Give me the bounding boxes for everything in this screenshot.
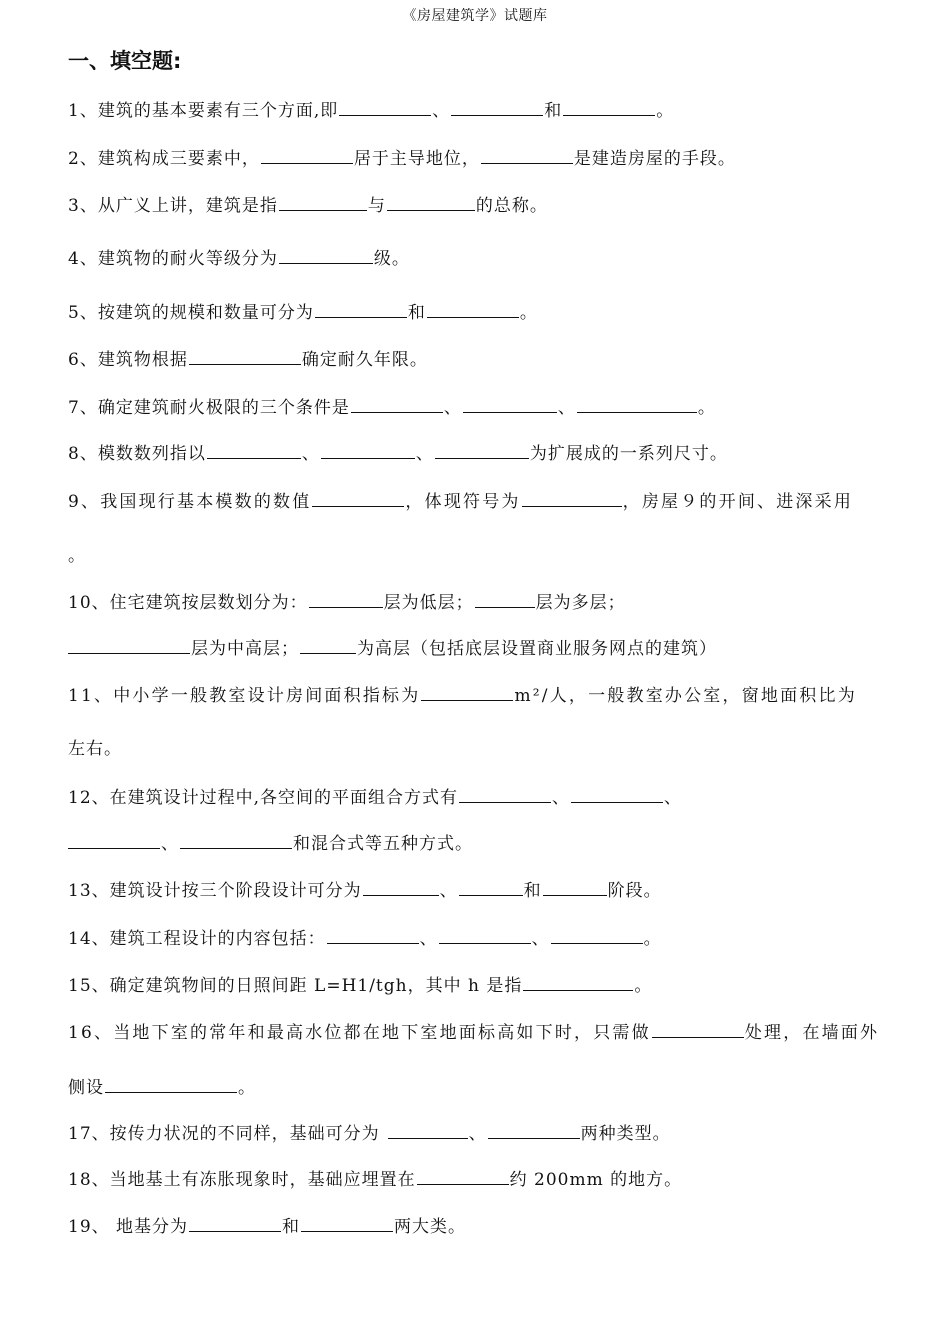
question-text: 13、建筑设计按三个阶段设计可分为 bbox=[68, 881, 362, 901]
question-text: 左右。 bbox=[68, 739, 122, 759]
answer-blank[interactable] bbox=[543, 879, 607, 896]
question-text: 、 bbox=[161, 834, 179, 854]
answer-blank[interactable] bbox=[652, 1021, 744, 1038]
question-text: 。 bbox=[643, 929, 662, 949]
answer-blank[interactable] bbox=[309, 591, 383, 608]
answer-blank[interactable] bbox=[459, 879, 523, 896]
answer-blank[interactable] bbox=[481, 147, 573, 164]
question-text: 为扩展成的一系列尺寸。 bbox=[529, 444, 728, 464]
question-text: 的总称。 bbox=[475, 196, 548, 216]
answer-blank[interactable] bbox=[279, 194, 367, 211]
answer-blank[interactable] bbox=[300, 637, 356, 654]
question-text: 8、模数数列指以 bbox=[68, 444, 206, 464]
question-text: 阶段。 bbox=[607, 881, 662, 901]
question-text: 、 bbox=[552, 788, 571, 808]
question-16-cont bbox=[68, 1076, 884, 1099]
question-text: 层为中高层； bbox=[191, 639, 299, 659]
section-title: 一、填空题: bbox=[68, 49, 182, 73]
question-text: 4、建筑物的耐火等级分为 bbox=[68, 249, 278, 269]
page-header: 《房屋建筑学》试题库 bbox=[402, 8, 548, 24]
question-11-cont bbox=[68, 738, 884, 760]
question-text: 层为低层； bbox=[383, 593, 474, 613]
question-text: 层为多层； bbox=[535, 593, 626, 613]
question-text: 11、中小学一般教室设计房间面积指标为 bbox=[68, 686, 421, 706]
question-text: 。 bbox=[634, 976, 653, 996]
answer-blank[interactable] bbox=[339, 99, 431, 116]
question-13 bbox=[68, 879, 884, 902]
question-text: 。 bbox=[68, 546, 86, 566]
answer-blank[interactable] bbox=[68, 832, 160, 849]
question-text: m²/人，一般教室办公室，窗地面积比为 bbox=[514, 686, 857, 706]
question-text: 3、从广义上讲，建筑是指 bbox=[68, 196, 278, 216]
question-18 bbox=[68, 1168, 884, 1191]
question-text: 12、在建筑设计过程中,各空间的平面组合方式有 bbox=[68, 788, 459, 808]
answer-blank[interactable] bbox=[327, 927, 419, 944]
question-text: 5、按建筑的规模和数量可分为 bbox=[68, 303, 314, 323]
answer-blank[interactable] bbox=[551, 927, 643, 944]
question-text: 、 bbox=[443, 398, 462, 418]
question-text: 7、确定建筑耐火极限的三个条件是 bbox=[68, 398, 350, 418]
question-9 bbox=[68, 490, 884, 513]
question-15 bbox=[68, 974, 884, 997]
answer-blank[interactable] bbox=[421, 684, 513, 701]
answer-blank[interactable] bbox=[417, 1168, 509, 1185]
question-text: 处理，在墙面外 bbox=[744, 1023, 880, 1043]
question-text: 18、当地基土有冻胀现象时，基础应埋置在 bbox=[68, 1170, 416, 1190]
question-2 bbox=[68, 147, 884, 170]
answer-blank[interactable] bbox=[571, 786, 663, 803]
question-text: 与 bbox=[367, 196, 386, 216]
answer-blank[interactable] bbox=[261, 147, 353, 164]
answer-blank[interactable] bbox=[363, 879, 439, 896]
question-text: ，体现符号为 bbox=[405, 492, 521, 512]
question-text: 6、建筑物根据 bbox=[68, 350, 188, 370]
question-text: 、 bbox=[432, 101, 451, 121]
answer-blank[interactable] bbox=[522, 490, 622, 507]
question-text: 、 bbox=[557, 398, 576, 418]
answer-blank[interactable] bbox=[180, 832, 292, 849]
question-text: 9、我国现行基本模数的数值 bbox=[68, 492, 312, 512]
question-4 bbox=[68, 247, 884, 270]
question-text: 确定耐久年限。 bbox=[301, 350, 428, 370]
question-14 bbox=[68, 927, 884, 950]
question-text: 约 200mm 的地方。 bbox=[509, 1170, 683, 1190]
question-12 bbox=[68, 786, 884, 809]
question-text: 、 bbox=[664, 788, 683, 808]
answer-blank[interactable] bbox=[451, 99, 543, 116]
answer-blank[interactable] bbox=[351, 396, 443, 413]
question-text: 、 bbox=[439, 881, 458, 901]
answer-blank[interactable] bbox=[279, 247, 373, 264]
answer-blank[interactable] bbox=[68, 637, 190, 654]
answer-blank[interactable] bbox=[463, 396, 557, 413]
question-1 bbox=[68, 99, 884, 122]
question-text: 。 bbox=[656, 101, 675, 121]
answer-blank[interactable] bbox=[475, 591, 535, 608]
question-text: 15、确定建筑物间的日照间距 L=H1/tgh，其中 h 是指 bbox=[68, 976, 523, 996]
answer-blank[interactable] bbox=[435, 442, 529, 459]
question-text: 两大类。 bbox=[394, 1217, 467, 1237]
question-19 bbox=[68, 1215, 884, 1238]
question-text: 19、 地基分为 bbox=[68, 1217, 189, 1237]
question-text: 和混合式等五种方式。 bbox=[293, 834, 473, 854]
question-text: 、 bbox=[531, 929, 550, 949]
answer-blank[interactable] bbox=[105, 1076, 237, 1093]
answer-blank[interactable] bbox=[488, 1122, 580, 1139]
answer-blank[interactable] bbox=[315, 301, 407, 318]
question-5 bbox=[68, 301, 884, 324]
question-text: 、 bbox=[301, 444, 320, 464]
question-12-cont bbox=[68, 832, 884, 855]
answer-blank[interactable] bbox=[427, 301, 519, 318]
question-text: 、 bbox=[415, 444, 434, 464]
answer-blank[interactable] bbox=[189, 348, 301, 365]
question-3 bbox=[68, 194, 884, 217]
answer-blank[interactable] bbox=[459, 786, 551, 803]
answer-blank[interactable] bbox=[563, 99, 655, 116]
question-10-cont bbox=[68, 637, 884, 660]
answer-blank[interactable] bbox=[321, 442, 415, 459]
answer-blank[interactable] bbox=[301, 1215, 393, 1232]
answer-blank[interactable] bbox=[189, 1215, 281, 1232]
question-text: 是建造房屋的手段。 bbox=[573, 149, 736, 169]
question-text: 两种类型。 bbox=[580, 1124, 671, 1144]
question-text: 居于主导地位， bbox=[353, 149, 480, 169]
answer-blank[interactable] bbox=[387, 194, 475, 211]
question-text: 14、建筑工程设计的内容包括： bbox=[68, 929, 326, 949]
answer-blank[interactable] bbox=[439, 927, 531, 944]
answer-blank[interactable] bbox=[523, 974, 633, 991]
answer-blank[interactable] bbox=[207, 442, 301, 459]
question-9-cont bbox=[68, 545, 884, 567]
answer-blank[interactable] bbox=[312, 490, 404, 507]
answer-blank[interactable] bbox=[388, 1122, 468, 1139]
question-10 bbox=[68, 591, 884, 614]
question-text: 17、按传力状况的不同样，基础可分为 bbox=[68, 1124, 380, 1144]
question-text: 侧设 bbox=[68, 1078, 104, 1098]
answer-blank[interactable] bbox=[577, 396, 697, 413]
question-text: 16、当地下室的常年和最高水位都在地下室地面标高如下时，只需做 bbox=[68, 1023, 651, 1043]
question-text: 和 bbox=[407, 303, 426, 323]
question-text: 级。 bbox=[373, 249, 410, 269]
question-text: 和 bbox=[544, 101, 563, 121]
question-text: 2、建筑构成三要素中， bbox=[68, 149, 260, 169]
question-11 bbox=[68, 684, 884, 707]
question-text: 。 bbox=[697, 398, 716, 418]
question-8 bbox=[68, 442, 884, 465]
question-text: 1、建筑的基本要素有三个方面,即 bbox=[68, 101, 339, 121]
question-7 bbox=[68, 396, 884, 419]
question-text: 10、住宅建筑按层数划分为： bbox=[68, 593, 308, 613]
question-text: 。 bbox=[519, 303, 538, 323]
question-text: 。 bbox=[238, 1078, 256, 1098]
question-text: ，房屋９的开间、进深采用 bbox=[622, 492, 854, 512]
question-text: 和 bbox=[282, 1217, 301, 1237]
question-17 bbox=[68, 1122, 884, 1145]
question-text: 为高层（包括底层设置商业服务网点的建筑） bbox=[357, 639, 717, 659]
question-16 bbox=[68, 1021, 884, 1044]
question-text: 、 bbox=[468, 1124, 487, 1144]
question-text: 、 bbox=[419, 929, 438, 949]
question-6 bbox=[68, 348, 884, 371]
question-text: 和 bbox=[523, 881, 542, 901]
